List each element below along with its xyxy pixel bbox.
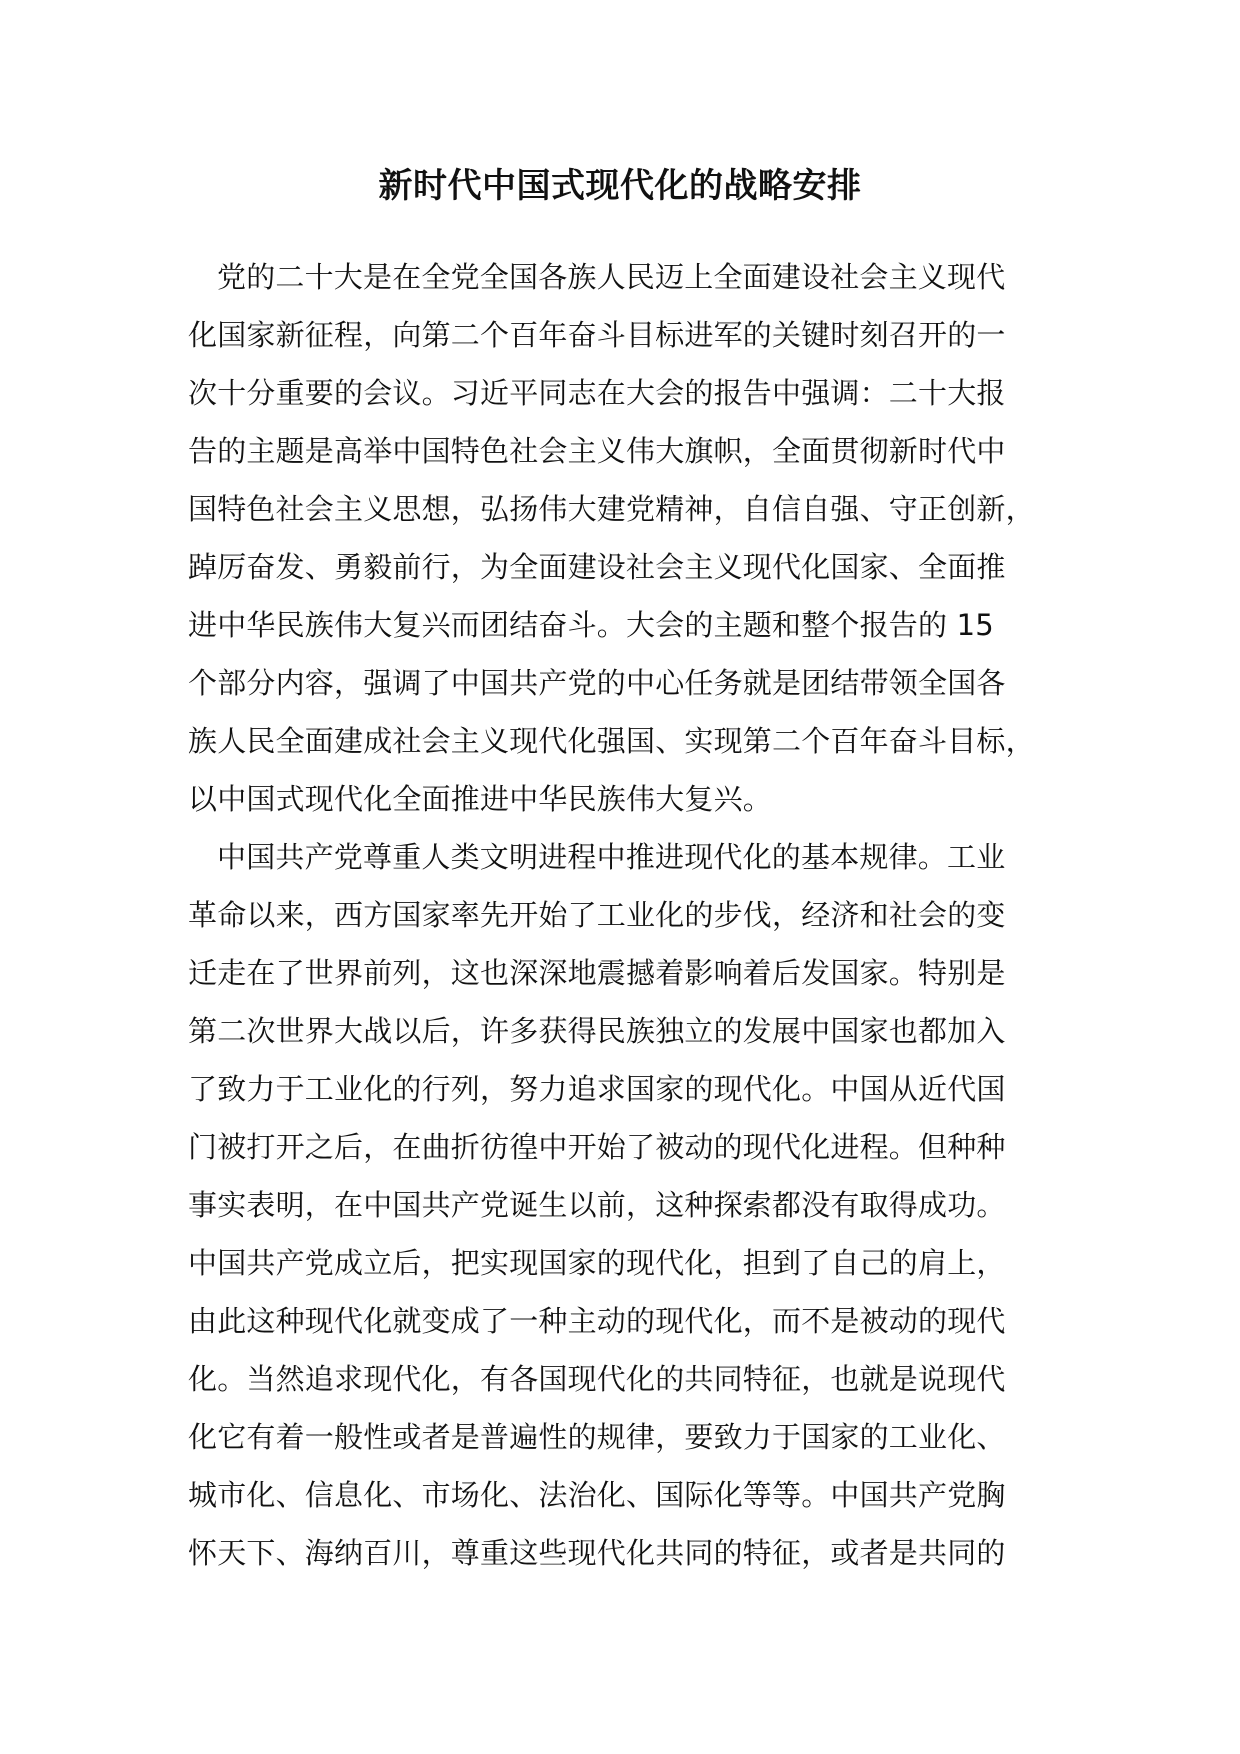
text-line: 了致力于工业化的行列，努力追求国家的现代化。中国从近代国 <box>188 1072 1006 1106</box>
text-line: 中国共产党成立后，把实现国家的现代化，担到了自己的肩上， <box>188 1246 1006 1280</box>
text-line: 门被打开之后，在曲折彷徨中开始了被动的现代化进程。但种种 <box>188 1130 1006 1164</box>
text-line: 由此这种现代化就变成了一种主动的现代化，而不是被动的现代 <box>188 1304 1006 1338</box>
text-line: 以中国式现代化全面推进中华民族伟大复兴。 <box>188 782 773 816</box>
document-title: 新时代中国式现代化的战略安排 <box>378 166 862 206</box>
text-line: 个部分内容，强调了中国共产党的中心任务就是团结带领全国各 <box>188 666 1006 700</box>
text-line: 国特色社会主义思想，弘扬伟大建党精神，自信自强、守正创新， <box>188 492 1035 526</box>
text-line: 第二次世界大战以后，许多获得民族独立的发展中国家也都加入 <box>188 1014 1006 1048</box>
text-line: 化。当然追求现代化，有各国现代化的共同特征，也就是说现代 <box>188 1362 1006 1396</box>
text-line: 中国共产党尊重人类文明进程中推进现代化的基本规律。工业 <box>217 840 1006 874</box>
text-line: 进中华民族伟大复兴而团结奋斗。大会的主题和整个报告的 15 <box>188 608 994 642</box>
text-line: 怀天下、海纳百川，尊重这些现代化共同的特征，或者是共同的 <box>188 1536 1006 1570</box>
text-line: 次十分重要的会议。习近平同志在大会的报告中强调：二十大报 <box>188 376 1006 410</box>
text-line: 城市化、信息化、市场化、法治化、国际化等等。中国共产党胸 <box>188 1478 1006 1512</box>
text-line: 迁走在了世界前列，这也深深地震撼着影响着后发国家。特别是 <box>188 956 1006 990</box>
text-line: 踔厉奋发、勇毅前行，为全面建设社会主义现代化国家、全面推 <box>188 550 1006 584</box>
text-line: 党的二十大是在全党全国各族人民迈上全面建设社会主义现代 <box>217 260 1006 294</box>
text-line: 事实表明，在中国共产党诞生以前，这种探索都没有取得成功。 <box>188 1188 1006 1222</box>
text-line: 告的主题是高举中国特色社会主义伟大旗帜，全面贯彻新时代中 <box>188 434 1006 468</box>
text-line: 革命以来，西方国家率先开始了工业化的步伐，经济和社会的变 <box>188 898 1006 932</box>
document-body <box>188 248 1088 1582</box>
text-line: 族人民全面建成社会主义现代化强国、实现第二个百年奋斗目标， <box>188 724 1035 758</box>
text-line: 化国家新征程，向第二个百年奋斗目标进军的关键时刻召开的一 <box>188 318 1006 352</box>
text-line: 化它有着一般性或者是普遍性的规律，要致力于国家的工业化、 <box>188 1420 1006 1454</box>
